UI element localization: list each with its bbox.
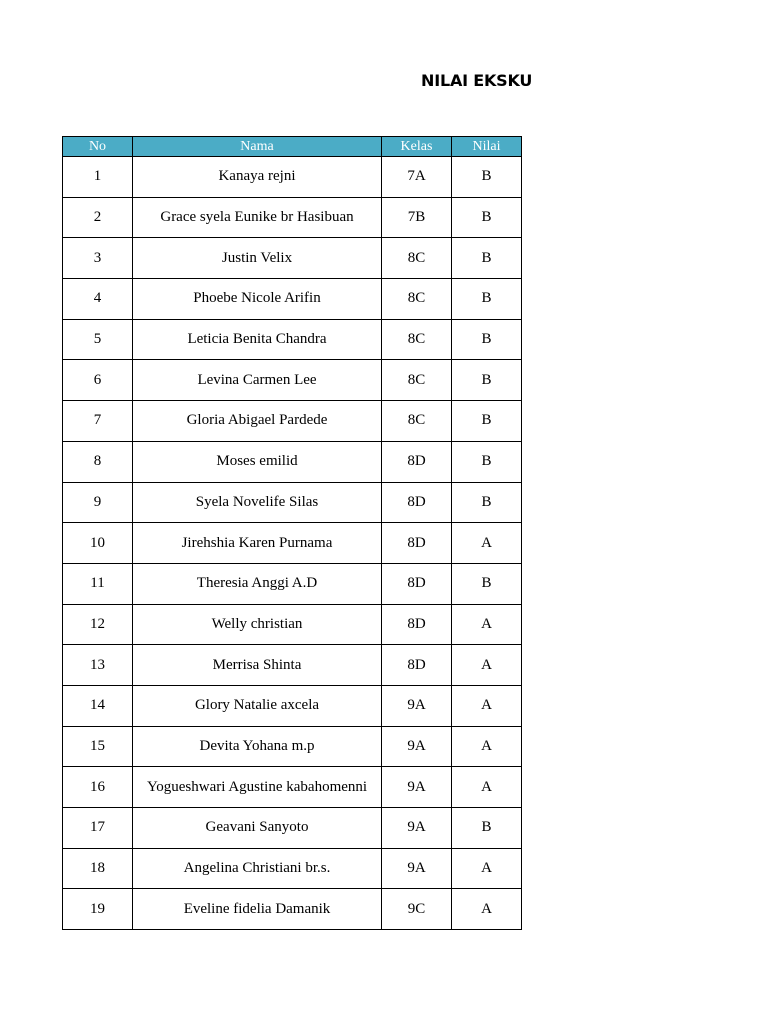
table-row — [63, 523, 522, 564]
cell-kelas: 8D — [382, 441, 452, 482]
cell-no: 1 — [63, 157, 133, 198]
cell-nama: Angelina Christiani br.s. — [133, 848, 382, 889]
table-row — [63, 197, 522, 238]
cell-kelas: 9A — [382, 726, 452, 767]
grades-table — [62, 136, 522, 930]
cell-no: 15 — [63, 726, 133, 767]
cell-no: 8 — [63, 441, 133, 482]
cell-no: 13 — [63, 645, 133, 686]
cell-kelas: 9A — [382, 767, 452, 808]
cell-nilai: B — [452, 197, 522, 238]
cell-kelas: 9C — [382, 889, 452, 930]
cell-nilai: B — [452, 360, 522, 401]
cell-nilai: A — [452, 685, 522, 726]
cell-no: 16 — [63, 767, 133, 808]
table-row — [63, 848, 522, 889]
cell-kelas: 7A — [382, 157, 452, 198]
cell-no: 19 — [63, 889, 133, 930]
cell-nama: Syela Novelife Silas — [133, 482, 382, 523]
column-header-nilai: Nilai — [452, 137, 522, 157]
cell-kelas: 9A — [382, 808, 452, 849]
cell-kelas: 7B — [382, 197, 452, 238]
table-header-row — [63, 137, 522, 157]
cell-nilai: B — [452, 238, 522, 279]
table-row — [63, 889, 522, 930]
cell-nama: Glory Natalie axcela — [133, 685, 382, 726]
cell-nilai: B — [452, 808, 522, 849]
cell-kelas: 8D — [382, 563, 452, 604]
cell-kelas: 8C — [382, 319, 452, 360]
cell-nilai: A — [452, 726, 522, 767]
page-title: NILAI EKSKU — [421, 71, 533, 90]
table-row — [63, 319, 522, 360]
cell-nilai: B — [452, 157, 522, 198]
cell-nilai: B — [452, 279, 522, 320]
cell-nama: Geavani Sanyoto — [133, 808, 382, 849]
table-row — [63, 563, 522, 604]
column-header-nama: Nama — [133, 137, 382, 157]
cell-kelas: 8C — [382, 279, 452, 320]
table-row — [63, 645, 522, 686]
cell-nilai: A — [452, 523, 522, 564]
cell-no: 3 — [63, 238, 133, 279]
column-header-kelas: Kelas — [382, 137, 452, 157]
cell-kelas: 8D — [382, 482, 452, 523]
cell-nilai: B — [452, 563, 522, 604]
table-row — [63, 685, 522, 726]
table-row — [63, 767, 522, 808]
cell-nilai: A — [452, 767, 522, 808]
table-row — [63, 157, 522, 198]
table-row — [63, 401, 522, 442]
cell-nama: Yogueshwari Agustine kabahomenni — [133, 767, 382, 808]
cell-nilai: A — [452, 604, 522, 645]
cell-nilai: B — [452, 482, 522, 523]
cell-nilai: A — [452, 645, 522, 686]
cell-nilai: A — [452, 889, 522, 930]
cell-nama: Merrisa Shinta — [133, 645, 382, 686]
cell-nama: Kanaya rejni — [133, 157, 382, 198]
table-row — [63, 726, 522, 767]
cell-kelas: 8D — [382, 523, 452, 564]
cell-no: 4 — [63, 279, 133, 320]
cell-nilai: A — [452, 848, 522, 889]
table-row — [63, 360, 522, 401]
cell-no: 17 — [63, 808, 133, 849]
cell-no: 5 — [63, 319, 133, 360]
table-body — [63, 157, 522, 930]
table-row — [63, 808, 522, 849]
cell-nama: Justin Velix — [133, 238, 382, 279]
cell-nama: Welly christian — [133, 604, 382, 645]
cell-no: 11 — [63, 563, 133, 604]
cell-nilai: B — [452, 319, 522, 360]
table-row — [63, 441, 522, 482]
cell-kelas: 9A — [382, 685, 452, 726]
cell-nama: Leticia Benita Chandra — [133, 319, 382, 360]
cell-no: 6 — [63, 360, 133, 401]
cell-kelas: 9A — [382, 848, 452, 889]
cell-nilai: B — [452, 401, 522, 442]
cell-no: 2 — [63, 197, 133, 238]
cell-nama: Grace syela Eunike br Hasibuan — [133, 197, 382, 238]
cell-kelas: 8D — [382, 645, 452, 686]
cell-kelas: 8C — [382, 401, 452, 442]
cell-nama: Moses emilid — [133, 441, 382, 482]
cell-no: 18 — [63, 848, 133, 889]
cell-nama: Eveline fidelia Damanik — [133, 889, 382, 930]
cell-nama: Theresia Anggi A.D — [133, 563, 382, 604]
cell-kelas: 8D — [382, 604, 452, 645]
cell-no: 7 — [63, 401, 133, 442]
cell-kelas: 8C — [382, 360, 452, 401]
title-area — [0, 0, 533, 110]
cell-nilai: B — [452, 441, 522, 482]
cell-nama: Gloria Abigael Pardede — [133, 401, 382, 442]
cell-no: 12 — [63, 604, 133, 645]
cell-no: 14 — [63, 685, 133, 726]
cell-nama: Levina Carmen Lee — [133, 360, 382, 401]
cell-nama: Jirehshia Karen Purnama — [133, 523, 382, 564]
cell-nama: Devita Yohana m.p — [133, 726, 382, 767]
cell-no: 10 — [63, 523, 133, 564]
column-header-no: No — [63, 137, 133, 157]
table-row — [63, 279, 522, 320]
table-row — [63, 482, 522, 523]
cell-kelas: 8C — [382, 238, 452, 279]
table-row — [63, 238, 522, 279]
cell-nama: Phoebe Nicole Arifin — [133, 279, 382, 320]
cell-no: 9 — [63, 482, 133, 523]
table-row — [63, 604, 522, 645]
